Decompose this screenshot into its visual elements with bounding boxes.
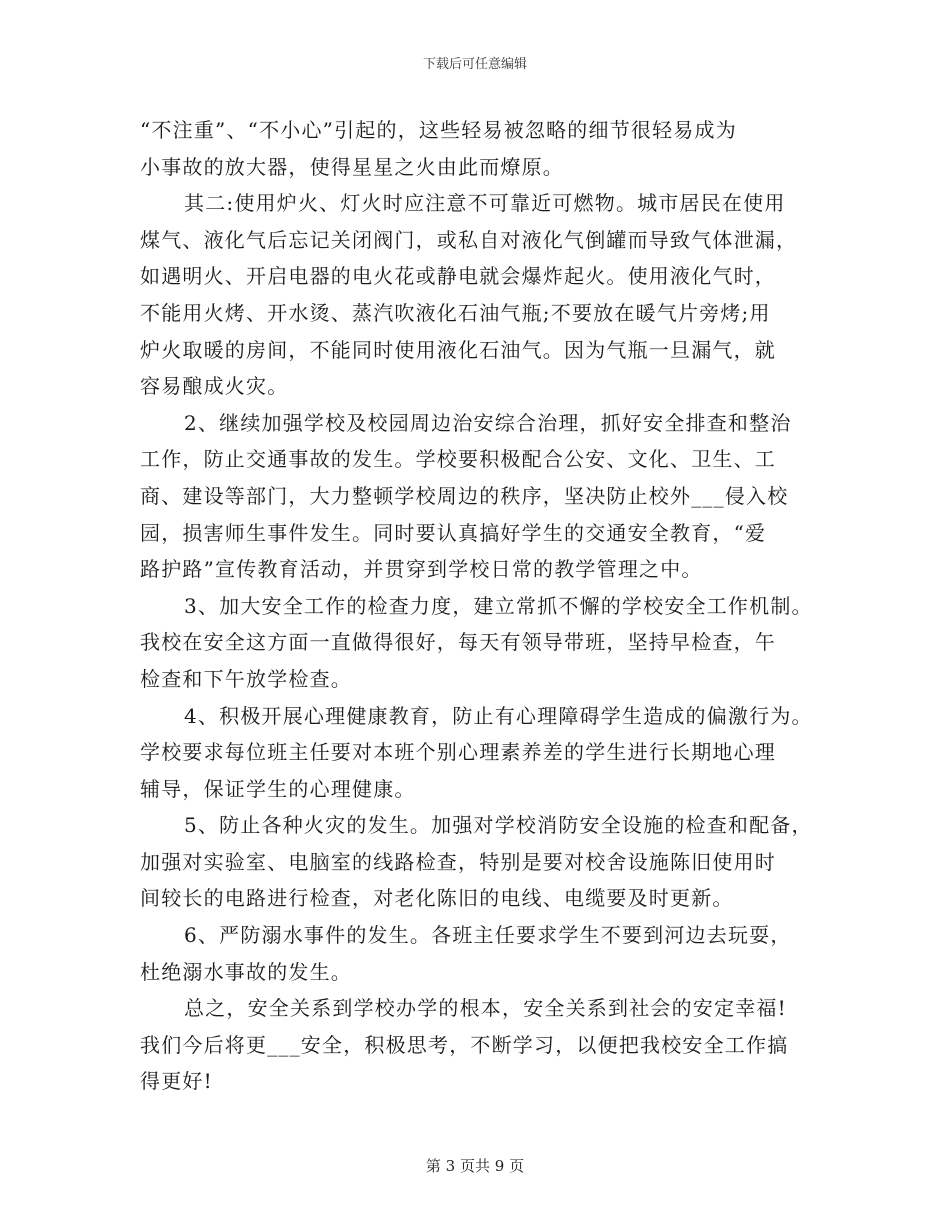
text-line: 4、积极开展心理健康教育，防止有心理障碍学生造成的偏激行为。 [184,703,813,728]
text-line: 园，损害师生事件发生。同时要认真搞好学生的交通安全教育，“爱 [140,520,767,545]
text-line: 商、建设等部门，大力整顿学校周边的秩序，坚决防止校外___侵入校 [140,483,789,508]
text-line: 其二:使用炉火、灯火时应注意不可靠近可燃物。城市居民在使用 [184,191,786,216]
page-header-note: 下载后可任意编辑 [422,57,527,72]
text-line: 检查和下午放学检查。 [140,666,352,691]
text-line: 容易酿成火灾。 [140,374,289,399]
paragraph-4 [140,588,812,698]
text-line: 炉火取暖的房间，不能同时使用液化石油气。因为气瓶一旦漏气，就 [140,337,776,362]
text-line: 小事故的放大器，使得星星之火由此而燎原。 [140,154,564,179]
text-line: “不注重”、“不小心”引起的，这些轻易被忽略的细节很轻易成为 [140,118,737,142]
text-line: 学校要求每位班主任要对本班个别心理素养差的学生进行长期地心理 [140,740,776,765]
paragraph-1 [140,112,812,185]
text-line: 3、加大安全工作的检查力度，建立常抓不懈的学校安全工作机制。 [184,593,813,618]
page-number: 第 3 页共 9 页 [425,1157,525,1175]
text-line: 工作，防止交通事故的发生。学校要积极配合公安、文化、卫生、工 [140,447,776,472]
text-line: 5、防止各种火灾的发生。加强对学校消防安全设施的检查和配备， [184,813,813,838]
document-body [140,112,812,1100]
text-line: 总之，安全关系到学校办学的根本，安全关系到社会的安定幸福! [184,996,787,1021]
text-line: 6、严防溺水事件的发生。各班主任要求学生不要到河边去玩耍， [184,923,792,948]
paragraph-3 [140,405,812,588]
paragraph-2 [140,185,812,405]
paragraph-5 [140,698,812,808]
text-line: 杜绝溺水事故的发生。 [140,959,352,984]
paragraph-6 [140,807,812,917]
text-line: 我校在安全这方面一直做得很好，每天有领导带班，坚持早检查，午 [140,630,776,655]
text-line: 如遇明火、开启电器的电火花或静电就会爆炸起火。使用液化气时， [140,264,776,289]
paragraph-7 [140,917,812,990]
text-line: 得更好! [140,1069,213,1094]
text-line: 路护路”宣传教育活动，并贯穿到学校日常的教学管理之中。 [140,557,703,582]
text-line: 煤气、液化气后忘记关闭阀门，或私自对液化气倒罐而导致气体泄漏， [140,227,798,252]
text-line: 2、继续加强学校及校园周边治安综合治理，抓好安全排查和整治 [184,410,792,435]
text-line: 加强对实验室、电脑室的线路检查，特别是要对校舍设施陈旧使用时 [140,849,776,874]
paragraph-8 [140,990,812,1100]
text-line: 我们今后将更___安全，积极思考，不断学习，以便把我校安全工作搞 [140,1032,789,1057]
text-line: 辅导，保证学生的心理健康。 [140,776,416,801]
text-line: 不能用火烤、开水烫、蒸汽吹液化石油气瓶;不要放在暖气片旁烤;用 [140,300,771,325]
text-line: 间较长的电路进行检查，对老化陈旧的电线、电缆要及时更新。 [140,886,734,911]
